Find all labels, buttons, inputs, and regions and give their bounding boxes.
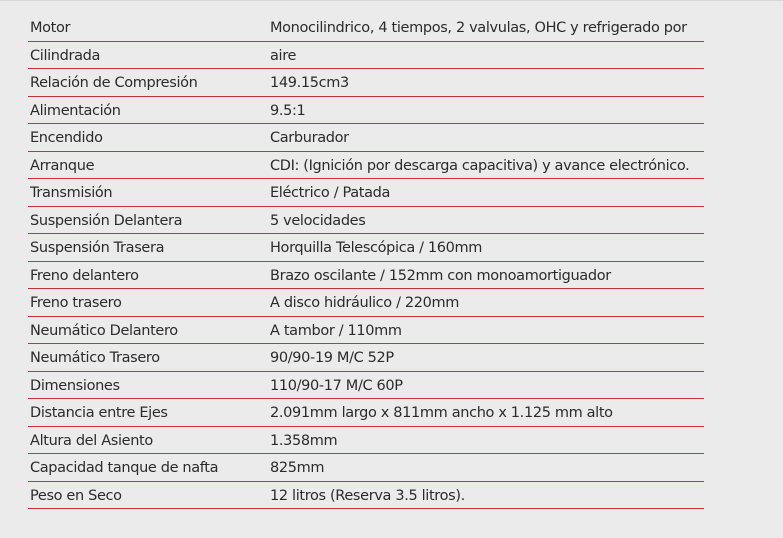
spec-value: Monocilindrico, 4 tiempos, 2 valvulas, OHC y refrigerado por: [270, 20, 687, 36]
spec-value: A tambor / 110mm: [270, 322, 402, 339]
spec-row: [28, 372, 704, 400]
spec-row: [28, 344, 704, 372]
spec-value: CDI: (Ignición por descarga capacitiva) y avance electrónico.: [270, 157, 690, 174]
spec-row: [28, 262, 704, 290]
spec-label: Motor: [30, 20, 71, 36]
spec-row: [28, 97, 704, 125]
spec-row: [28, 124, 704, 152]
spec-value: 110/90-17 M/C 60P: [270, 377, 403, 394]
spec-row: [28, 42, 704, 70]
spec-row: [28, 482, 704, 510]
spec-row: [28, 399, 704, 427]
spec-label: Dimensiones: [30, 377, 120, 394]
top-border: [0, 0, 783, 1]
spec-value: 149.15cm3: [270, 75, 349, 91]
spec-value: 9.5:1: [270, 102, 306, 119]
spec-label: Suspensión Delantera: [30, 212, 183, 229]
spec-label: Cilindrada: [30, 47, 101, 64]
spec-label: Transmisión: [30, 185, 113, 201]
spec-value: A disco hidráulico / 220mm: [270, 295, 460, 311]
spec-label: Suspensión Trasera: [30, 240, 165, 256]
spec-value: 12 litros (Reserva 3.5 litros).: [270, 487, 465, 504]
spec-label: Alimentación: [30, 102, 121, 119]
spec-value: Carburador: [270, 130, 349, 146]
spec-value: 1.358mm: [270, 432, 338, 449]
spec-label: Freno trasero: [30, 295, 122, 311]
spec-label: Distancia entre Ejes: [30, 405, 168, 421]
spec-row: [28, 69, 704, 97]
spec-value: Brazo oscilante / 152mm con monoamortiguador: [270, 267, 611, 284]
spec-row: [28, 207, 704, 235]
spec-value: 2.091mm largo x 811mm ancho x 1.125 mm alto: [270, 405, 613, 421]
spec-row: [28, 317, 704, 345]
spec-label: Capacidad tanque de nafta: [30, 460, 219, 476]
spec-value: Horquilla Telescópica / 160mm: [270, 240, 483, 256]
specifications-table: [28, 14, 704, 509]
spec-label: Arranque: [30, 157, 95, 174]
spec-label: Altura del Asiento: [30, 432, 153, 449]
spec-label: Neumático Trasero: [30, 350, 160, 366]
spec-row: [28, 454, 704, 482]
spec-value: Eléctrico / Patada: [270, 185, 391, 201]
spec-row: [28, 234, 704, 262]
spec-label: Relación de Compresión: [30, 75, 198, 91]
spec-row: [28, 179, 704, 207]
spec-value: 5 velocidades: [270, 212, 366, 229]
spec-row: [28, 152, 704, 180]
spec-row: [28, 427, 704, 455]
spec-label: Freno delantero: [30, 267, 139, 284]
spec-value: 825mm: [270, 460, 325, 476]
spec-row: [28, 289, 704, 317]
spec-value: 90/90-19 M/C 52P: [270, 350, 394, 366]
spec-label: Neumático Delantero: [30, 322, 178, 339]
spec-label: Encendido: [30, 130, 103, 146]
spec-label: Peso en Seco: [30, 487, 122, 504]
spec-row: [28, 14, 704, 42]
spec-value: aire: [270, 47, 297, 64]
